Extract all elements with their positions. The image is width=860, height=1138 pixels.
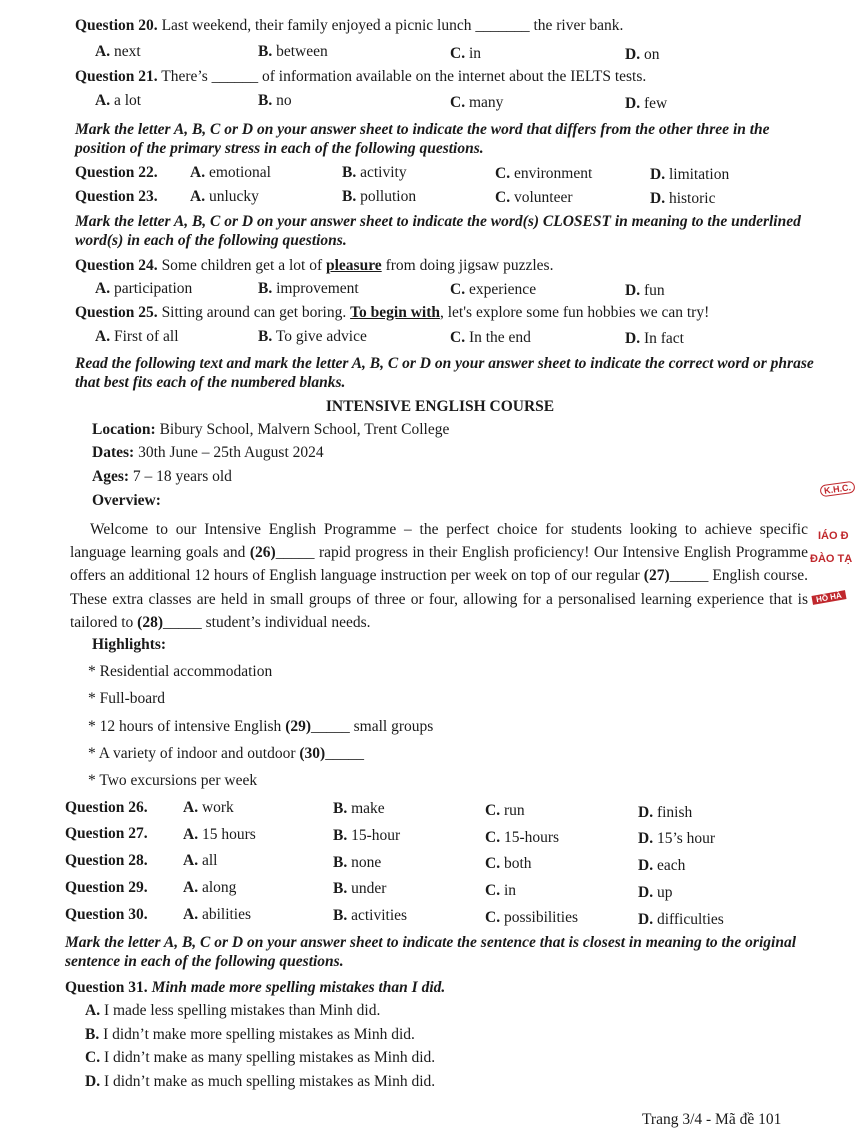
course-ages: Ages: 7 – 18 years old: [92, 468, 232, 485]
blank-29: (29): [285, 718, 312, 735]
highlight-5: * Two excursions per week: [88, 772, 258, 789]
q30-option-c: C. possibilities: [485, 909, 579, 926]
q25-option-c: C. In the end: [450, 329, 531, 346]
q20-option-b: B. between: [258, 43, 328, 60]
q28-option-b: B. none: [333, 854, 382, 871]
q21-option-d: D. few: [625, 95, 668, 112]
q24-option-d: D. fun: [625, 282, 665, 299]
question-30: Question 30.: [65, 906, 148, 923]
q29-option-c: C. in: [485, 882, 517, 899]
q29-option-b: B. under: [333, 880, 387, 897]
question-22: Question 22.: [75, 164, 158, 181]
q29-option-d: D. up: [638, 884, 673, 901]
underlined-phrase: To begin with: [350, 304, 440, 321]
instruction-reading: Read the following text and mark the letter A, B, C or D on your answer sheet to indicate the correct word or phrase that best fits each of the numbered blanks.: [75, 355, 814, 391]
q21-option-b: B. no: [258, 92, 292, 109]
q28-option-d: D. each: [638, 857, 686, 874]
q30-option-d: D. difficulties: [638, 911, 724, 928]
blank-28: (28): [137, 613, 163, 631]
q26-option-c: C. run: [485, 802, 525, 819]
instruction-stress: Mark the letter A, B, C or D on your answer sheet to indicate the word that differs from the other three in the position of the primary stress in each of the following questions.: [75, 121, 770, 157]
blank-27: (27): [643, 567, 670, 585]
underlined-word: pleasure: [326, 257, 382, 274]
instruction-sentence: Mark the letter A, B, C or D on your answer sheet to indicate the sentence that is closest in meaning to the original sentence in each of the following questions.: [65, 934, 797, 970]
q20-option-a: A. next: [95, 43, 141, 60]
q20-option-d: D. on: [625, 46, 660, 63]
blank-30: (30): [299, 745, 326, 762]
question-27: Question 27.: [65, 825, 148, 842]
blank-26: (26): [249, 544, 276, 562]
q30-option-b: B. activities: [333, 907, 408, 924]
q21-option-c: C. many: [450, 94, 504, 111]
q24-option-c: C. experience: [450, 281, 537, 298]
q22-option-a: A. emotional: [190, 164, 271, 181]
highlight-2: * Full-board: [88, 690, 166, 707]
q22-option-b: B. activity: [342, 164, 407, 181]
q22-option-d: D. limitation: [650, 166, 730, 183]
highlight-3: * 12 hours of intensive English (29)_____ small groups: [88, 718, 434, 735]
q29-option-a: A. along: [183, 879, 237, 896]
question-26: Question 26.: [65, 799, 148, 816]
question-21: Question 21. There’s ______ of information available on the internet about the IELTS tests.: [75, 68, 647, 85]
q23-option-a: A. unlucky: [190, 188, 259, 205]
q31-option-c: C. I didn’t make as many spelling mistakes as Minh did.: [85, 1049, 436, 1066]
q27-option-d: D. 15’s hour: [638, 830, 716, 847]
q27-option-a: A. 15 hours: [183, 826, 256, 843]
q26-option-d: D. finish: [638, 804, 693, 821]
highlights-label: Highlights:: [92, 636, 167, 653]
q23-option-c: C. volunteer: [495, 189, 573, 206]
q28-option-c: C. both: [485, 855, 532, 872]
q27-option-b: B. 15-hour: [333, 827, 401, 844]
q20-option-c: C. in: [450, 45, 482, 62]
q25-option-a: A. First of all: [95, 328, 179, 345]
course-location: Location: Bibury School, Malvern School, Trent College: [92, 421, 450, 438]
q22-option-c: C. environment: [495, 165, 593, 182]
course-title: INTENSIVE ENGLISH COURSE: [325, 398, 555, 415]
q21-option-a: A. a lot: [95, 92, 142, 109]
q31-option-a: A. I made less spelling mistakes than Minh did.: [85, 1002, 381, 1019]
question-29: Question 29.: [65, 879, 148, 896]
highlight-1: * Residential accommodation: [88, 663, 273, 680]
question-25: Question 25. Sitting around can get boring. To begin with, let's explore some fun hobbies we can try!: [75, 304, 710, 321]
q27-option-c: C. 15-hours: [485, 829, 560, 846]
instruction-closest: Mark the letter A, B, C or D on your answer sheet to indicate the word(s) CLOSEST in meaning to the underlined word(s) in each of the following questions.: [75, 213, 801, 249]
q24-option-a: A. participation: [95, 280, 193, 297]
question-24: Question 24. Some children get a lot of pleasure from doing jigsaw puzzles.: [75, 257, 554, 274]
overview-paragraph: Welcome to our Intensive English Programme – the perfect choice for students looking to achieve specific language learning goals and (26)_____ rapid progress in their English proficiency! Our Intensive English Programme offers an additional 12 hours of English language instruction per week on top of our regular (27)_____ English course. These extra classes are held in small groups of three or four, allowing for a personalised learning experience that is tailored to (28)_____ student’s individual needs.: [70, 521, 809, 631]
course-dates: Dates: 30th June – 25th August 2024: [92, 444, 324, 461]
overview-label: Overview:: [92, 492, 161, 509]
q23-option-d: D. historic: [650, 190, 716, 207]
page-footer: Trang 3/4 - Mã đề 101: [642, 1111, 782, 1128]
q23-option-b: B. pollution: [342, 188, 417, 205]
q31-option-d: D. I didn’t make as much spelling mistakes as Minh did.: [85, 1073, 436, 1090]
q30-option-a: A. abilities: [183, 906, 252, 923]
q26-option-a: A. work: [183, 799, 234, 816]
q25-option-d: D. In fact: [625, 330, 684, 347]
question-23: Question 23.: [75, 188, 158, 205]
q31-option-b: B. I didn’t make more spelling mistakes as Minh did.: [85, 1026, 415, 1043]
question-31: Question 31. Minh made more spelling mistakes than I did.: [65, 979, 446, 996]
question-20: Question 20. Last weekend, their family enjoyed a picnic lunch _______ the river bank.: [75, 17, 624, 34]
q28-option-a: A. all: [183, 852, 218, 869]
q26-option-b: B. make: [333, 800, 385, 817]
q25-option-b: B. To give advice: [258, 328, 367, 345]
highlight-4: * A variety of indoor and outdoor (30)_____: [88, 745, 364, 762]
q24-option-b: B. improvement: [258, 280, 359, 297]
question-28: Question 28.: [65, 852, 148, 869]
